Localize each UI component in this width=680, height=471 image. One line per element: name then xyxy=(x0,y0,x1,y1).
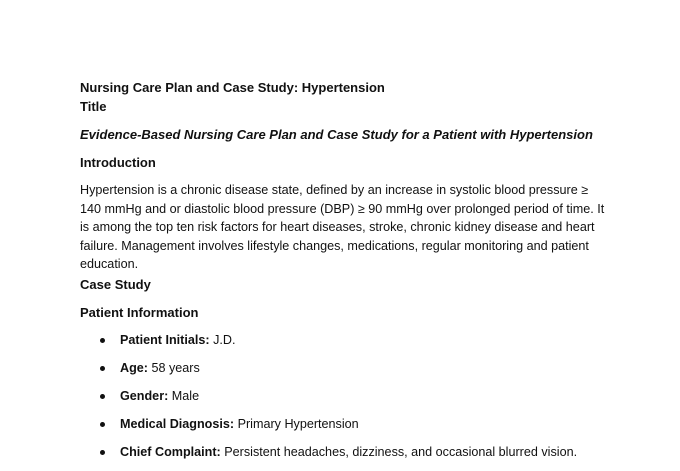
document-main-heading: Nursing Care Plan and Case Study: Hypertension xyxy=(80,80,385,95)
bullet-icon xyxy=(100,422,105,427)
list-item-text xyxy=(120,415,359,433)
list-item-value: 58 years xyxy=(148,361,200,375)
list-item-label: Patient Initials: xyxy=(120,333,210,347)
list-item-text xyxy=(120,359,200,377)
list-item-value: J.D. xyxy=(209,333,236,347)
list-item-value: Primary Hypertension xyxy=(234,417,359,431)
case-study-heading: Case Study xyxy=(80,277,151,292)
bullet-icon xyxy=(100,366,105,371)
document-subtitle: Evidence-Based Nursing Care Plan and Case Study for a Patient with Hypertension xyxy=(80,127,593,142)
list-item-text xyxy=(120,443,577,461)
patient-information-heading: Patient Information xyxy=(80,305,199,320)
title-label: Title xyxy=(80,99,107,114)
list-item-label: Medical Diagnosis: xyxy=(120,417,235,431)
bullet-icon xyxy=(100,338,105,343)
list-item-value: Persistent headaches, dizziness, and occasional blurred vision. xyxy=(220,445,578,459)
list-item-label: Gender: xyxy=(120,389,169,403)
list-item-label: Chief Complaint: xyxy=(120,445,221,459)
list-item-text xyxy=(120,331,235,349)
introduction-paragraph: Hypertension is a chronic disease state, defined by an increase in systolic blood pressure ≥ 140 mmHg and or diastolic blood pressure (DBP) ≥ 90 mmHg over prolonged period of time. It is among the top ten risk factors for heart diseases, stroke, chronic kidney disease and heart failure. Management involves lifestyle changes, medications, regular monitoring and patient education. xyxy=(80,183,605,272)
list-item-label: Age: xyxy=(120,361,148,375)
bullet-icon xyxy=(100,450,105,455)
introduction-heading: Introduction xyxy=(80,155,156,170)
list-item-value: Male xyxy=(168,389,200,403)
list-item-text xyxy=(120,387,199,405)
bullet-icon xyxy=(100,394,105,399)
